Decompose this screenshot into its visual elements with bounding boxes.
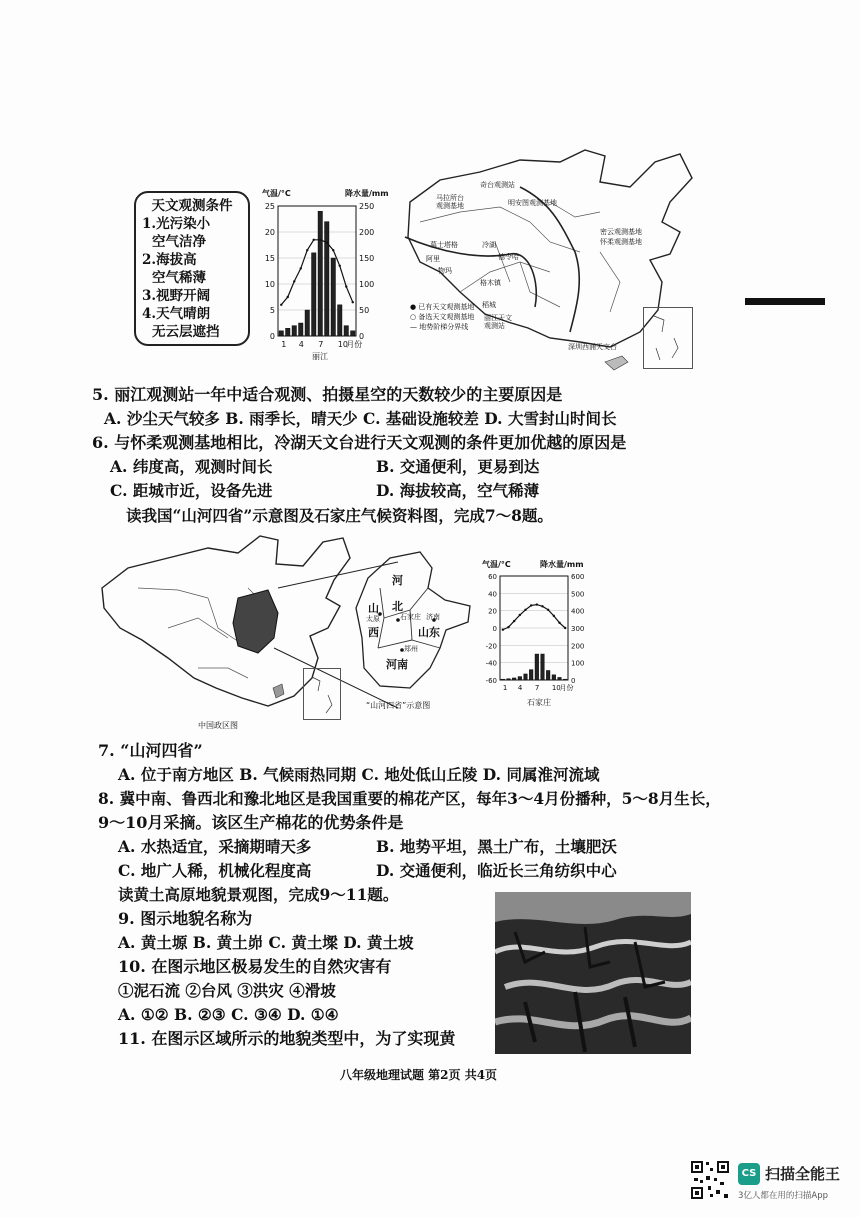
lijiang-temp-point xyxy=(332,249,334,251)
sjz-temp-tick-label: 60 xyxy=(488,573,497,581)
sjz-precip-bar xyxy=(507,679,511,680)
sjz-temp-tick-label: 0 xyxy=(492,625,497,633)
sjz-temp-point xyxy=(564,627,566,629)
q7-options: A. 位于南方地区 B. 气候雨热同期 C. 地处低山丘陵 D. 同属淮河流域 xyxy=(118,765,600,784)
lijiang-precip-bar xyxy=(312,253,317,336)
lijiang-temp-point xyxy=(352,301,354,303)
label-shan: 山 xyxy=(368,602,379,615)
conditions-title: 天文观测条件 xyxy=(151,198,233,214)
sjz-temp-point xyxy=(536,603,538,605)
qr-code-icon xyxy=(690,1160,730,1200)
q9-options: A. 黄土塬 B. 黄土峁 C. 黄土墚 D. 黄土坡 xyxy=(118,933,414,952)
q5-stem: 5. 丽江观测站一年中适合观测、拍摄星空的天数较少的主要原因是 xyxy=(92,385,563,404)
label-lenghu: 冷湖 xyxy=(482,241,496,249)
condition-1: 1.光污染小 xyxy=(142,216,211,232)
lijiang-temp-point xyxy=(313,239,315,241)
sjz-temp-point xyxy=(541,605,543,607)
lijiang-temp-point xyxy=(319,239,321,241)
lijiang-chart-caption: 丽江 xyxy=(312,352,328,361)
loess-terrain-graphic xyxy=(495,892,691,1054)
sjz-precip-bar xyxy=(501,679,505,680)
shijiazhuang-climate-chart xyxy=(478,570,598,694)
lijiang-month-tick-label: 7 xyxy=(318,340,324,349)
label-muztagh: 慕士塔格 xyxy=(430,241,458,249)
condition-2: 2.海拔高 xyxy=(142,252,197,268)
sjz-precip-bar xyxy=(546,670,550,680)
sjz-precip-axis-title: 降水量/mm xyxy=(540,560,584,569)
china-map-caption: 中国政区图 xyxy=(198,721,238,730)
label-daocheng: 稻城 xyxy=(482,301,496,309)
lijiang-precip-bar xyxy=(305,310,310,336)
sjz-month-tick-label: 1 xyxy=(502,684,508,692)
lijiang-xaxis-label: 月份 xyxy=(346,340,363,349)
lijiang-precip-bar xyxy=(325,222,330,336)
sjz-temp-tick-label: -20 xyxy=(485,642,497,651)
label-miyun: 密云观测基地 xyxy=(600,228,642,236)
lijiang-temp-point xyxy=(306,249,308,251)
lijiang-climate-chart xyxy=(258,200,388,352)
lijiang-temp-tick-label: 15 xyxy=(264,254,275,263)
q6-stem: 6. 与怀柔观测基地相比，冷湖天文台进行天文观测的条件更加优越的原因是 xyxy=(92,433,627,452)
label-shenzhen-xiyong: 深圳西涌天文台 xyxy=(568,343,617,351)
lijiang-temp-point xyxy=(300,267,302,269)
camscanner-title: 扫描全能王 xyxy=(765,1165,841,1183)
lijiang-temp-point xyxy=(293,280,295,282)
sjz-precip-tick-label: 200 xyxy=(571,642,585,651)
sjz-precip-bar xyxy=(563,679,567,680)
sjz-temp-tick-label: -40 xyxy=(485,659,497,668)
lijiang-temp-line xyxy=(281,240,353,305)
condition-1b: 空气洁净 xyxy=(152,234,206,250)
sjz-precip-tick-label: 400 xyxy=(571,607,585,616)
q9-stem: 9. 图示地貌名称为 xyxy=(118,909,253,928)
condition-2b: 空气稀薄 xyxy=(152,270,206,286)
label-delingha: 德令哈 xyxy=(498,253,519,261)
sjz-month-tick-label: 10 xyxy=(551,684,561,692)
sjz-month-tick-label: 4 xyxy=(517,684,523,692)
camscanner-subtitle: 3亿人都在用的扫描App xyxy=(738,1191,829,1201)
label-qitai: 奇台观测站 xyxy=(480,181,515,189)
intro-9-11: 读黄土高原地貌景观图，完成9～11题。 xyxy=(118,885,399,904)
lijiang-month-tick-label: 4 xyxy=(298,340,304,349)
label-jinan: 济南 xyxy=(426,613,440,621)
lijiang-precip-bar xyxy=(279,331,284,336)
sjz-precip-bar xyxy=(529,670,533,680)
q6-option-b: B. 交通便利，更易到达 xyxy=(376,457,540,476)
q10-options: A. ①② B. ②③ C. ③④ D. ①④ xyxy=(118,1005,339,1024)
observation-conditions-box xyxy=(134,191,250,346)
lijiang-temp-tick-label: 20 xyxy=(264,228,275,237)
lijiang-temp-point xyxy=(345,285,347,287)
q8-stem-line1: 8. 冀中南、鲁西北和豫北地区是我国重要的棉花产区，每年3～4月份播种，5～8月生长， xyxy=(98,789,721,808)
lijiang-precip-bar xyxy=(286,328,291,336)
q7-stem: 7. “山河四省” xyxy=(98,741,203,760)
page-footer: 八年级地理试题 第2页 共4页 xyxy=(340,1068,498,1082)
lijiang-precip-tick-label: 250 xyxy=(359,202,375,211)
lijiang-precip-bar xyxy=(344,326,349,336)
label-henan: 河南 xyxy=(386,658,408,671)
sjz-temp-point xyxy=(524,609,526,611)
q8-option-c: C. 地广人稀，机械化程度高 xyxy=(118,861,312,880)
label-gemu: 格木镇 xyxy=(480,279,501,287)
sjz-precip-bar xyxy=(518,677,522,680)
sjz-precip-bar xyxy=(535,654,539,680)
sjz-month-tick-label: 7 xyxy=(534,684,540,692)
sjz-temp-tick-label: -60 xyxy=(485,677,497,685)
lijiang-temp-tick-label: 5 xyxy=(269,306,275,315)
lijiang-precip-bar xyxy=(299,323,304,336)
observatory-map xyxy=(400,142,700,372)
label-bei: 北 xyxy=(392,600,403,613)
lijiang-temp-tick-label: 25 xyxy=(264,202,275,211)
sjz-temp-point xyxy=(530,604,532,606)
label-he: 河 xyxy=(392,574,403,587)
four-provinces-map xyxy=(350,548,475,698)
sjz-temp-point xyxy=(513,620,515,622)
china-inset xyxy=(303,668,341,720)
lijiang-precip-tick-label: 0 xyxy=(359,332,365,341)
lijiang-precip-tick-label: 50 xyxy=(359,306,370,315)
label-zhengzhou: 郑州 xyxy=(404,645,418,653)
hollow-dot-icon: ○ xyxy=(410,313,417,321)
sjz-precip-tick-label: 300 xyxy=(571,625,585,633)
sjz-xaxis-label: 月份 xyxy=(559,684,574,692)
lijiang-precip-bar xyxy=(351,331,356,336)
q6-option-a: A. 纬度高，观测时间长 xyxy=(110,457,273,476)
sjz-temp-point xyxy=(547,609,549,611)
intro-7-8: 读我国“山河四省”示意图及石家庄气候资料图，完成7～8题。 xyxy=(126,506,553,525)
lijiang-precip-bar xyxy=(331,258,336,336)
lijiang-temp-point xyxy=(326,241,328,243)
lijiang-precip-tick-label: 150 xyxy=(359,254,375,263)
condition-3: 3.视野开阔 xyxy=(142,288,211,304)
lijiang-temp-axis-title: 气温/°C xyxy=(262,189,291,198)
filled-dot-icon: ● xyxy=(410,303,417,311)
sjz-precip-bar xyxy=(541,654,545,680)
q11-stem: 11. 在图示区域所示的地貌类型中，为了实现黄 xyxy=(118,1029,456,1048)
camscanner-logo: CS xyxy=(738,1163,760,1185)
label-ali: 阿里 xyxy=(426,255,440,263)
lijiang-precip-tick-label: 100 xyxy=(359,280,375,289)
q10-stem: 10. 在图示地区极易发生的自然灾害有 xyxy=(118,957,392,976)
q6-option-c: C. 距城市近，设备先进 xyxy=(110,481,273,500)
condition-4b: 无云层遮挡 xyxy=(152,324,220,340)
lijiang-temp-point xyxy=(339,265,341,267)
sjz-precip-tick-label: 100 xyxy=(571,659,585,668)
sjz-precip-tick-label: 500 xyxy=(571,590,585,599)
sjz-temp-point xyxy=(553,615,555,617)
sjz-precip-bar xyxy=(552,675,556,680)
lijiang-precip-bar xyxy=(338,305,343,336)
lijiang-plot-frame xyxy=(278,206,356,336)
sjz-temp-line xyxy=(503,605,565,630)
lijiang-month-tick-label: 1 xyxy=(281,340,287,349)
legend-boundary: — 地势阶梯分界线 xyxy=(410,323,469,331)
q8-option-a: A. 水热适宜，采摘期晴天多 xyxy=(118,837,312,856)
four-provinces-caption: “山河四省”示意图 xyxy=(366,701,431,710)
sjz-temp-point xyxy=(558,622,560,624)
label-xi: 西 xyxy=(368,626,379,639)
legend-existing: ● 已有天文观测基地 xyxy=(410,303,475,311)
lijiang-temp-tick-label: 0 xyxy=(269,332,275,341)
lijiang-precip-bar xyxy=(292,326,297,336)
loess-plateau-photo xyxy=(495,892,691,1054)
sjz-precip-tick-label: 600 xyxy=(571,573,585,581)
legend-candidate: ○ 备选天文观测基地 xyxy=(410,313,475,321)
scan-mark xyxy=(745,298,825,305)
label-minganta: 明安图观测基地 xyxy=(508,199,557,207)
sjz-temp-tick-label: 40 xyxy=(488,590,497,599)
label-wuma: 物玛 xyxy=(438,267,452,275)
sjz-temp-point xyxy=(502,629,504,631)
sjz-temp-point xyxy=(507,626,509,628)
lijiang-temp-point xyxy=(280,304,282,306)
label-huairou: 怀柔观测基地 xyxy=(600,238,642,246)
map-legend xyxy=(410,302,474,332)
q8-option-b: B. 地势平坦，黑土广布，土壤肥沃 xyxy=(376,837,617,856)
south-china-sea-inset xyxy=(643,307,693,369)
sjz-temp-axis-title: 气温/°C xyxy=(482,560,511,569)
q10-items: ①泥石流 ②台风 ③洪灾 ④滑坡 xyxy=(118,981,336,1000)
lijiang-month-tick-label: 10 xyxy=(337,340,348,349)
lijiang-temp-tick-label: 10 xyxy=(264,280,275,289)
label-lijiang-station: 丽江天文观测站 xyxy=(484,314,512,330)
q8-option-d: D. 交通便利，临近长三角纺织中心 xyxy=(376,861,617,880)
q6-option-d: D. 海拔较高，空气稀薄 xyxy=(376,481,540,500)
sjz-precip-bar xyxy=(524,674,528,680)
sjz-temp-point xyxy=(519,614,521,616)
condition-4: 4.天气晴朗 xyxy=(142,306,211,322)
line-icon: — xyxy=(410,323,417,331)
sjz-precip-bar xyxy=(512,678,516,680)
sjz-precip-tick-label: 0 xyxy=(571,677,576,685)
label-shandong: 山东 xyxy=(418,626,440,639)
label-malasuo: 马拉所台观测基地 xyxy=(436,194,464,210)
q5-options: A. 沙尘天气较多 B. 雨季长，晴天少 C. 基础设施较差 D. 大雪封山时间长 xyxy=(104,409,617,428)
q8-stem-line2: 9～10月采摘。该区生产棉花的优势条件是 xyxy=(98,813,404,832)
lijiang-precip-tick-label: 200 xyxy=(359,228,375,237)
lijiang-precip-axis-title: 降水量/mm xyxy=(345,189,389,198)
sjz-chart-caption: 石家庄 xyxy=(527,698,551,707)
label-taiyuan: 太原 xyxy=(366,615,380,623)
lijiang-temp-point xyxy=(287,296,289,298)
sjz-temp-tick-label: 20 xyxy=(488,607,497,616)
sjz-precip-bar xyxy=(558,677,562,680)
lijiang-precip-bar xyxy=(318,211,323,336)
label-shijiazhuang: 石家庄 xyxy=(400,613,421,621)
